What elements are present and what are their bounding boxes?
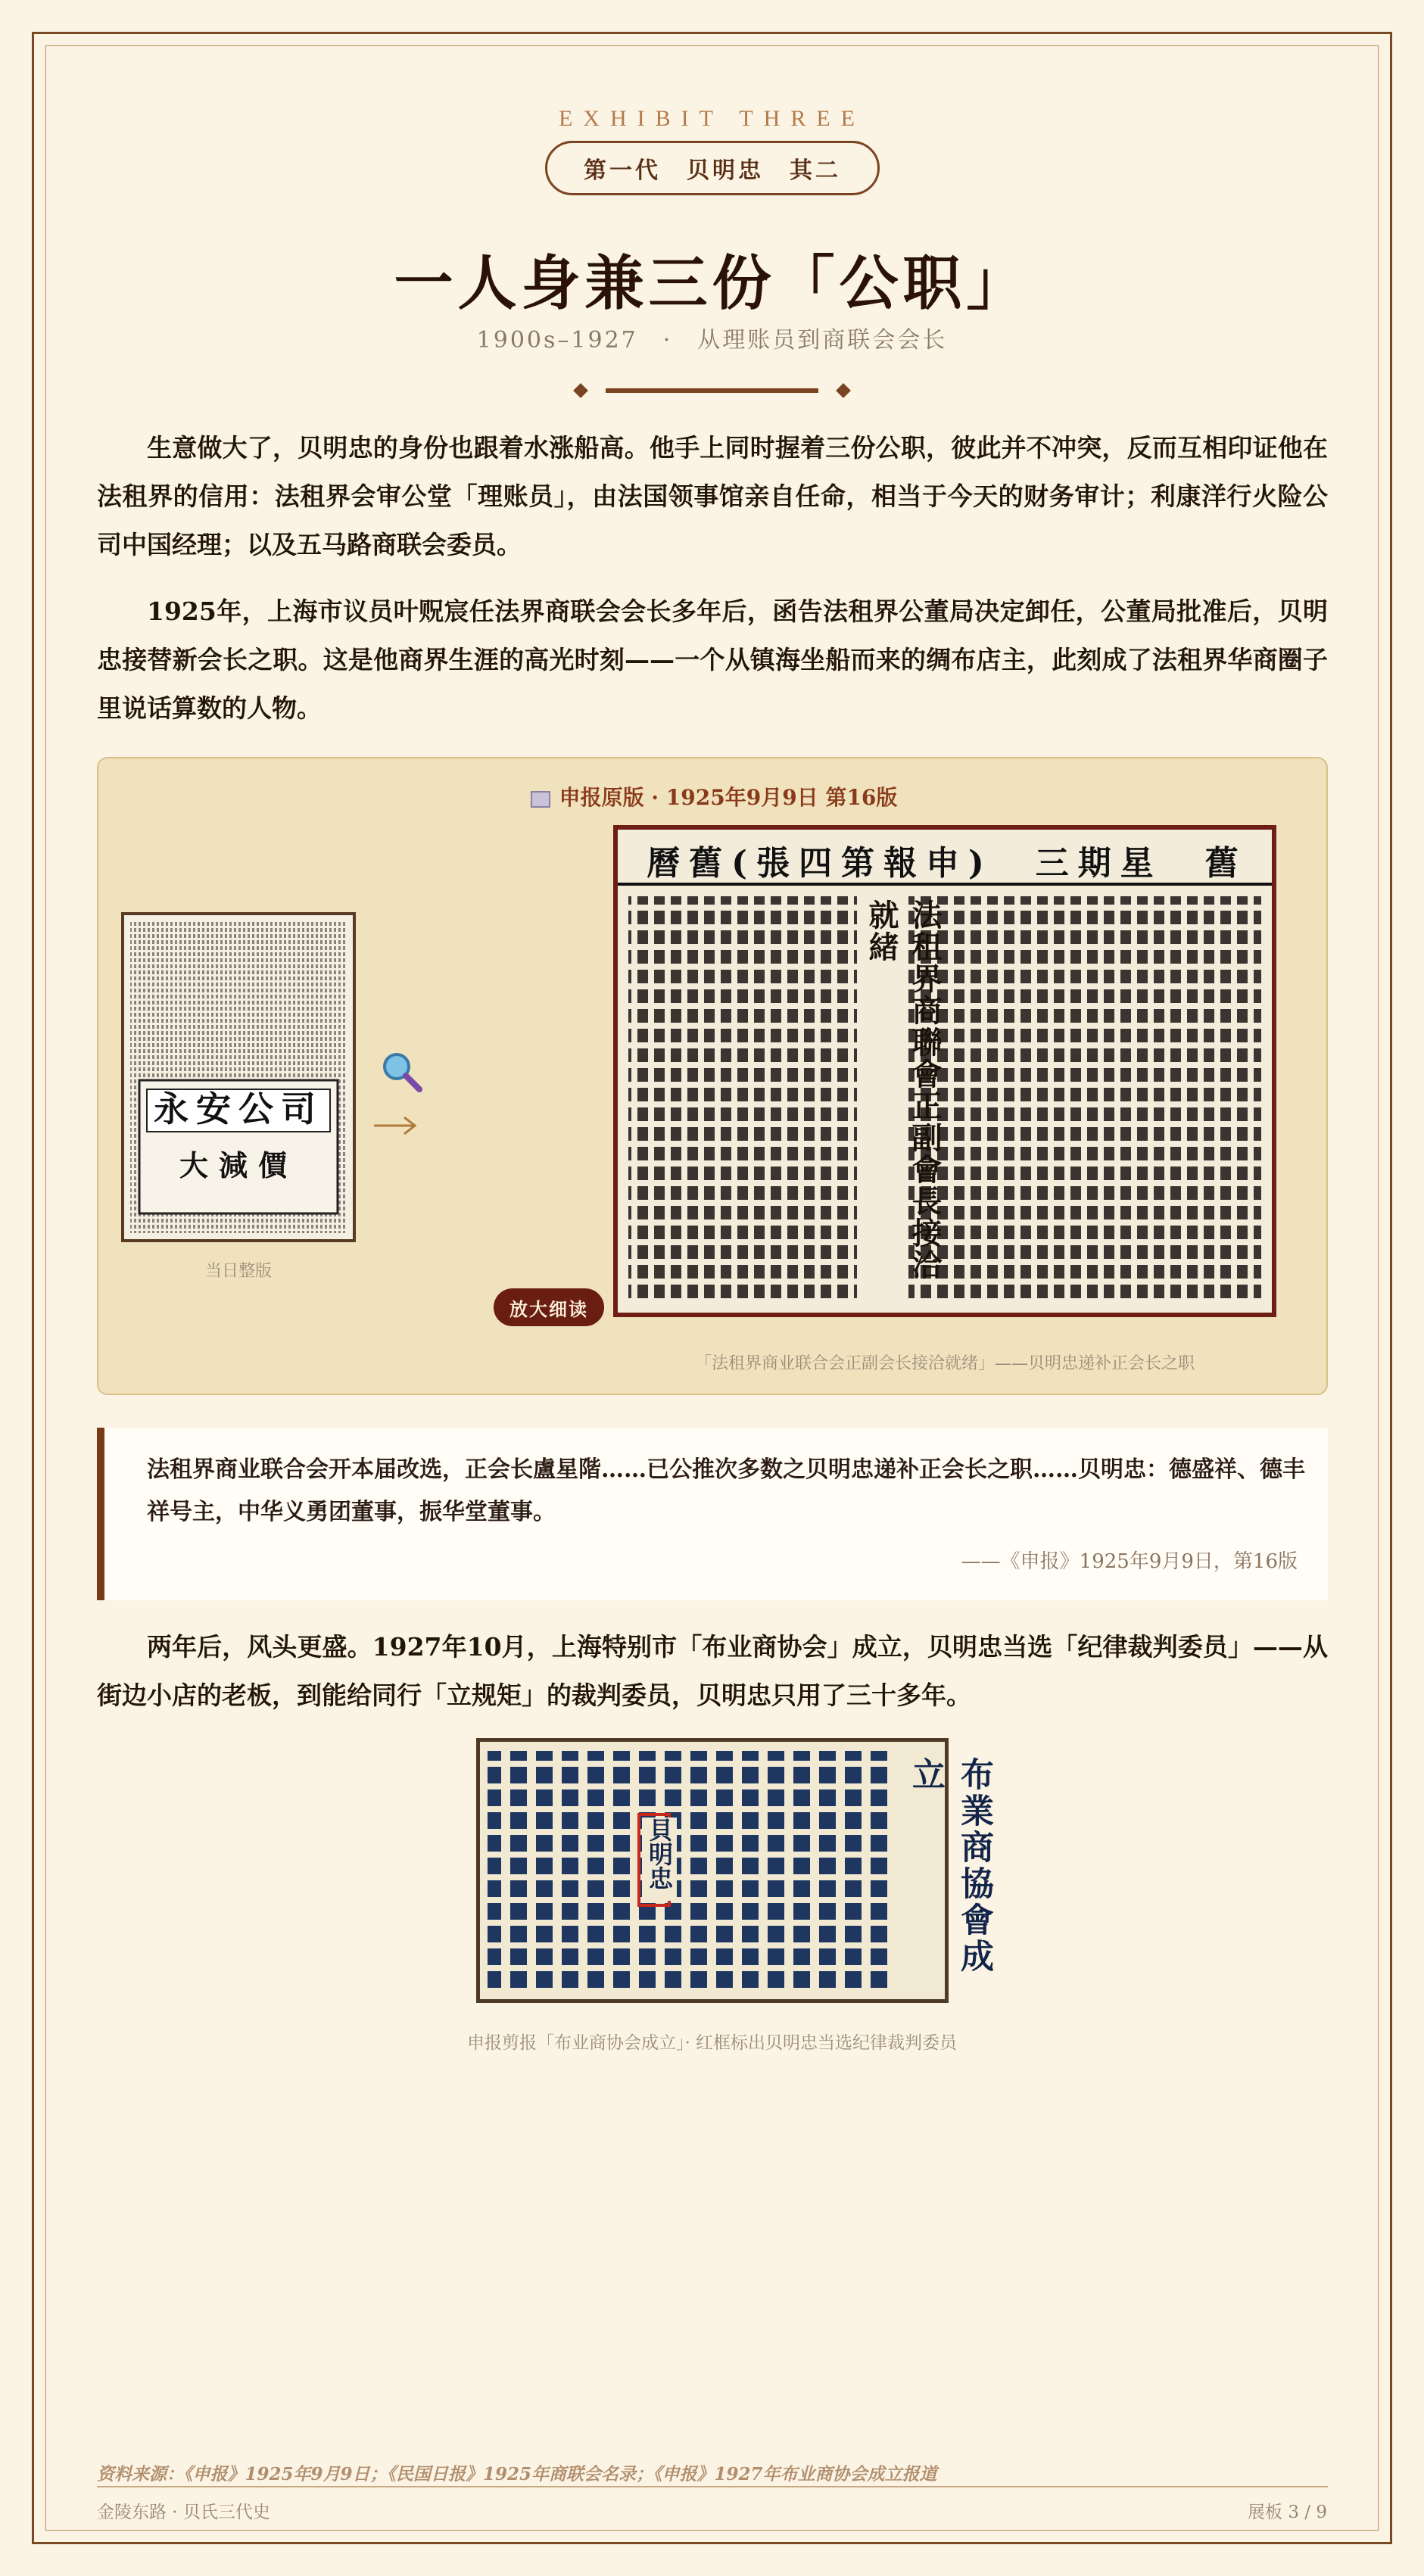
full-page-thumbnail[interactable] xyxy=(121,912,356,1242)
footer-series: 金陵东路 · 贝氏三代史 xyxy=(97,2503,270,2522)
clipping2-headline: 布業商協會成立 xyxy=(906,1757,993,1975)
section-pill: 第一代 贝明忠 其二 xyxy=(545,141,880,195)
clipping2-caption: 申报剪报「布业商协会成立」· 红框标出贝明忠当选纪律裁判委员 xyxy=(466,2033,958,2053)
intro-paragraph: 生意做大了，贝明忠的身份也跟着水涨船高。他手上同时握着三份公职，彼此并不冲突，反而互相印证他在法租界的信用：法租界会审公堂「理账员」，由法国领事馆亲自任命，相当于今天的财务审计；利康洋行火险公司中国经理；以及五马路商联会委员。 xyxy=(97,433,1328,559)
highlighted-name: 貝明忠 xyxy=(642,1818,677,1901)
ornament-divider xyxy=(575,375,849,406)
association-clipping[interactable] xyxy=(476,1738,993,2003)
panel-heading: 申报原版 · 1925年9月9日 第16版 xyxy=(98,781,1329,811)
promotion-paragraph: 1925年，上海市议员叶贶宸任法界商联会会长多年后，函告法租界公董局决定卸任，公董局批准后，贝明忠接替新会长之职。这是他商界生涯的高光时刻——一个从镇海坐船而来的绸布店主，此刻成了法租界华商圈子里说话算数的人物。 xyxy=(97,596,1328,723)
thumb-ad-title: 永安公司 xyxy=(154,1089,323,1129)
quote-text: 法租界商业联合会开本届改选，正会长盧星階……已公推次多数之贝明忠递补正会长之职……贝明忠：德盛祥、德丰祥号主，中华义勇团董事，振华堂董事。 xyxy=(147,1456,1305,1525)
sources-note: 资料来源：《申报》1925年9月9日；《民国日报》1925年商联会名录；《申报》1927年布业商协会成立报道 xyxy=(97,2464,937,2484)
exhibit-label: EXHIBIT THREE xyxy=(558,106,866,131)
thumb-ad-sub: 大減價 xyxy=(179,1148,298,1182)
newspaper-clipping[interactable] xyxy=(613,825,1276,1317)
clipping-masthead: 曆舊(張四第報申) 三期星 舊 xyxy=(647,844,1248,883)
page-title: 一人身兼三份「公职」 xyxy=(394,249,1030,318)
magnifier-icon xyxy=(380,1050,425,1095)
arrow-right-icon xyxy=(372,1114,418,1137)
newspaper-panel xyxy=(97,757,1328,1395)
clipping-caption: 「法租界商业联合会正副会长接洽就绪」——贝明忠递补正会长之职 xyxy=(694,1354,1195,1373)
association-paragraph: 两年后，风头更盛。1927年10月，上海特别市「布业商协会」成立，贝明忠当选「纪律裁判委员」——从街边小店的老板，到能给同行「立规矩」的裁判委员，贝明忠只用了三十多年。 xyxy=(97,1632,1328,1710)
zoom-read-button[interactable]: 放大细读 xyxy=(494,1288,604,1326)
page-subtitle: 1900s–1927 · 从理账员到商联会会长 xyxy=(476,327,948,354)
thumb-caption: 当日整版 xyxy=(204,1262,272,1281)
quote-source: ——《申报》1925年9月9日，第16版 xyxy=(961,1550,1298,1573)
footer-page-number: 展板 3 / 9 xyxy=(1248,2503,1327,2522)
quote-block xyxy=(97,1428,1328,1600)
footer-divider xyxy=(97,2486,1328,2487)
clipping-headline: 法租界商聯會正副會長接洽就緒 xyxy=(864,899,943,1281)
newspaper-icon xyxy=(531,791,550,808)
